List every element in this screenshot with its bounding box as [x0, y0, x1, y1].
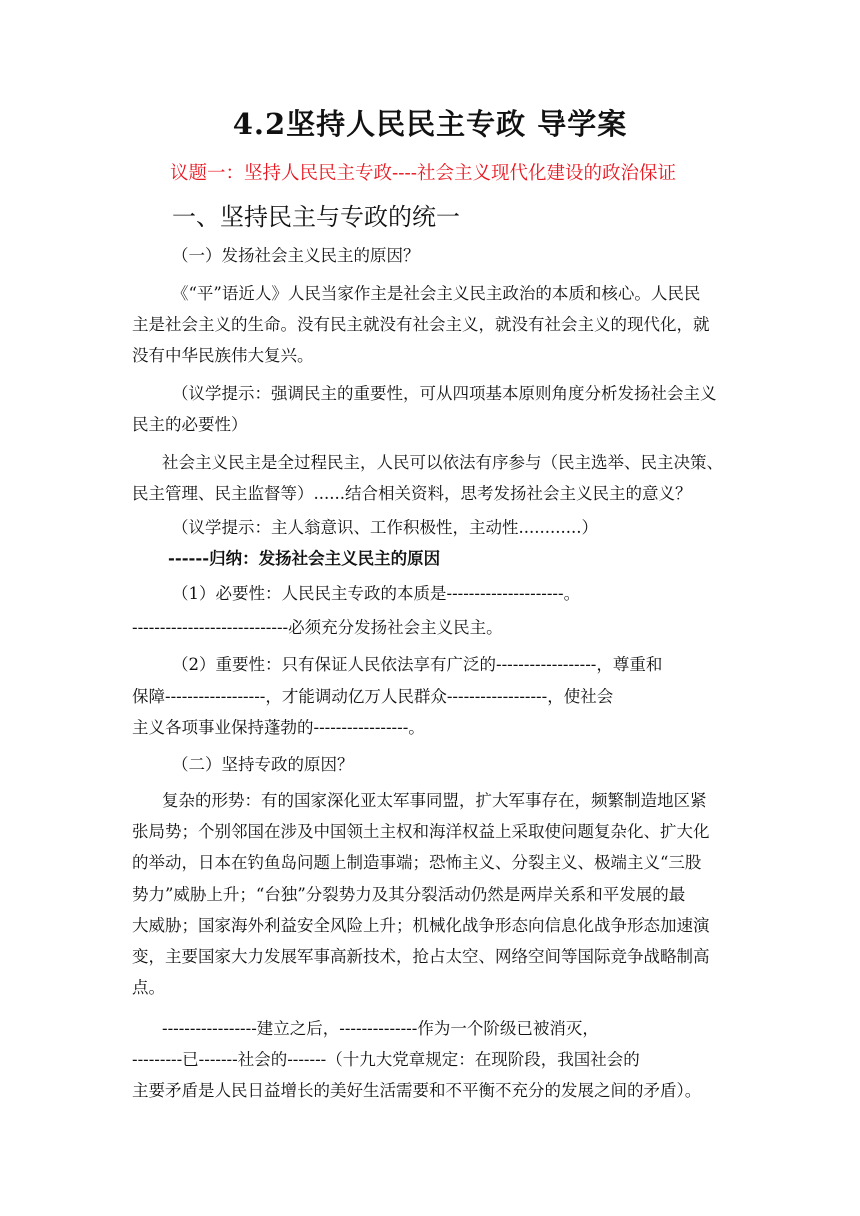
subsection-heading-2: （二）坚持专政的原因？ [172, 755, 354, 774]
summary-heading: ------归纳：发扬社会主义民主的原因 [168, 549, 441, 568]
fill-blank-line: （1）必要性：人民民主专政的本质是---------------------。 [172, 584, 581, 603]
paragraph-line: 主是社会主义的生命。没有民主就没有社会主义，就没有社会主义的现代化，就 [132, 315, 710, 334]
fill-blank-line: 主要矛盾是人民日益增长的美好生活需要和不平衡不充分的发展之间的矛盾）。 [132, 1081, 702, 1100]
paragraph-line: 《“平”语近人》人民当家作主是社会主义民主政治的本质和核心。人民民 [172, 284, 701, 303]
subsection-heading-1: （一）发扬社会主义民主的原因？ [172, 246, 420, 265]
paragraph-line: 民主管理、民主监督等）......结合相关资料，思考发扬社会主义民主的意义？ [132, 484, 692, 503]
fill-blank-line: （2）重要性：只有保证人民依法享有广泛的------------------，尊重和 [172, 655, 663, 674]
paragraph-line: 社会主义民主是全过程民主，人民可以依法有序参与（民主选举、民主决策、 [162, 453, 723, 472]
topic-heading: 议题一：坚持人民民主专政----社会主义现代化建设的政治保证 [170, 163, 677, 184]
hint-line: 民主的必要性） [132, 415, 248, 434]
paragraph-line: 大威胁；国家海外利益安全风险上升；机械化战争形态向信息化战争形态加速演 [132, 916, 710, 935]
fill-blank-line: 主义各项事业保持蓬勃的-----------------。 [132, 718, 425, 737]
paragraph-line: 变，主要国家大力发展军事高新技术，抢占太空、网络空间等国际竞争战略制高 [132, 947, 710, 966]
fill-blank-line: ----------------------------必须充分发扬社会主义民主。 [132, 618, 503, 637]
hint-line: （议学提示：强调民主的重要性，可从四项基本原则角度分析发扬社会主义 [172, 384, 717, 403]
fill-blank-line: 保障------------------，才能调动亿万人民群众------------------，使社会 [132, 687, 614, 706]
section-heading: 一、坚持民主与专政的统一 [172, 203, 460, 231]
paragraph-line: 没有中华民族伟大复兴。 [132, 346, 314, 365]
fill-blank-line: ---------已-------社会的-------（十九大党章规定：在现阶段，我国社会的 [132, 1050, 640, 1069]
hint-line: （议学提示：主人翁意识、工作积极性，主动性............） [172, 518, 598, 537]
paragraph-line: 张局势；个别邻国在涉及中国领土主权和海洋权益上采取使问题复杂化、扩大化 [132, 822, 710, 841]
paragraph-line: 点。 [132, 978, 165, 997]
paragraph-line: 势力”威胁上升；“台独”分裂势力及其分裂活动仍然是两岸关系和平发展的最 [132, 885, 686, 904]
paragraph-line: 复杂的形势：有的国家深化亚太军事同盟，扩大军事存在，频繁制造地区紧 [162, 791, 707, 810]
fill-blank-line: -----------------建立之后，--------------作为一个阶级已被消灭， [162, 1019, 599, 1038]
page-title: 4.2坚持人民民主专政 导学案 [232, 107, 628, 141]
paragraph-line: 的举动，日本在钓鱼岛问题上制造事端；恐怖主义、分裂主义、极端主义“三股 [132, 853, 702, 872]
